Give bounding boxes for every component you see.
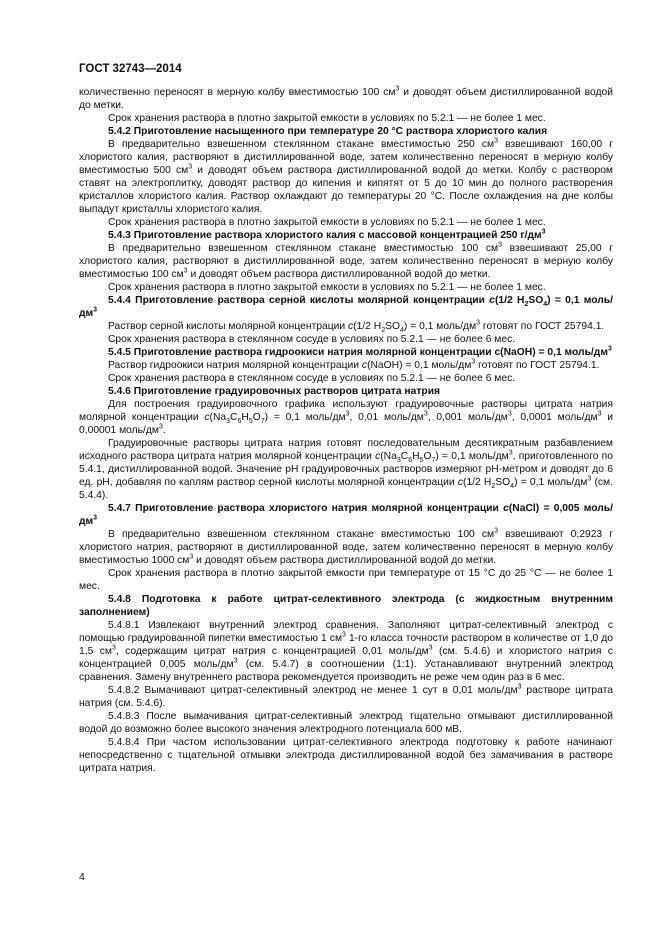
document-body <box>79 86 613 775</box>
paragraph-p03: 5.4.2 Приготовление насыщенного при температуре 20 °С раствора хлористого калия <box>108 126 548 137</box>
paragraph-p04: В предварительно взвешенном стеклянном стакане вместимостью 250 $см^3$ взвешивают 160,00 г хлористого калия, растворяют в дистиллированной воде, затем количественно переносят в мерную колбу вместимостью 500 $см^3$ и доводят объем раствора дистиллированной водой до метки. Колбу с раствором ставят на электроплитку, доводят раствор до кипения и кипятят от 5 до 10 мин до полного растворения кристаллов хлористого калия. Раствор охлаждают до температуры 20 °С. После охлаждения на дне колбы выпадут кристаллы хлористого калия. <box>79 137 614 215</box>
paragraph-p24: 5.4.8.3 После вымачивания цитрат-селективный электрод тщательно отмывают дистиллированной водой до возможно более высокого значения электродного потенциала 600 мВ. <box>79 711 613 735</box>
paragraph-p16: Для построения градуировочного графика используют градуировочные растворы цитрата натрия молярной концентрации $c(Na_3C_6H_5O_7) = 0,1$ моль/$дм^3$, 0,01 моль/$дм^3$, 0,001 моль/$дм^3$, 0,0001 моль/$дм^3$ и 0,00001 моль/$дм^3$. <box>79 399 613 436</box>
paragraph-p06: 5.4.3 Приготовление раствора хлористого калия с массовой концентрацией 250 $г/дм^3$ <box>108 228 546 241</box>
paragraph-p14: Срок хранения раствора в стеклянном сосуде в условиях по 5.2.1 — не более 6 мес. <box>108 373 516 384</box>
paragraph-p22: 5.4.8.1 Извлекают внутренний электрод сравнения. Заполняют цитрат-селективный электрод с помощью градуированной пипетки вместимостью 1 $см^3$ 1-го класса точности раствором в количестве от 1,0 до 1,5 $см^3$, содержащим цитрат натрия с концентрацией 0,01 моль/$дм^3$ (см. 5.4.6) и хлористого натрия с концентрацией 0,005 моль/$дм^3$ (см. 5.4.7) в соотношении (1:1). Устанавливают внутренний электрод сравнения. Замену внутреннего раствора рекомендуется производить не реже чем один раз в 6 мес. <box>79 620 614 683</box>
page-number: 4 <box>79 871 85 883</box>
paragraph-p08: Срок хранения раствора в плотно закрытой емкости в условиях по 5.2.1 — не более 1 мес. <box>108 282 546 293</box>
paragraph-p23: 5.4.8.2 Вымачивают цитрат-селективный электрод не менее 1 сут в 0,01 моль/$дм^3$ растворе цитрата натрия (см. 5.4.6). <box>79 683 613 709</box>
paragraph-p07: В предварительно взвешенном стеклянном стакане вместимостью 100 $см^3$ взвешивают 25,00 г хлористого калия, растворяют в дистиллированной воде, затем количественно переносят в мерную колбу вместимостью 100 $см^3$ и доводят объем раствора дистиллированной водой до метки. <box>79 241 613 280</box>
paragraph-p13: Раствор гидроокиси натрия молярной концентрации c(NaOH) = 0,1 моль/$дм^3$ готовят по ГОСТ 25794.1. <box>108 358 600 371</box>
paragraph-p10: Раствор серной кислоты молярной концентрации c(1/2 $H_2SO_4) = 0,1$ моль/$дм^3$ готовят по ГОСТ 25794.1. <box>108 319 605 335</box>
paragraph-p09: 5.4.4 Приготовление раствора серной кислоты молярной концентрации c(1/2 $H_2SO_4) = 0,1$ моль/$дм^3$ <box>79 295 613 319</box>
paragraph-p11: Срок хранения раствора в стеклянном сосуде в условиях по 5.2.1 — не более 6 мес. <box>108 334 516 345</box>
paragraph-p19: В предварительно взвешенном стеклянном стакане вместимостью 100 $см^3$ взвешивают 0,2923 г хлористого натрия, растворяют в дистиллированной воде, затем количественно переносят в мерную колбу вместимостью 1000 $см^3$ и доводят объем раствора дистиллированной водой до метки. <box>79 527 613 566</box>
paragraph-p12: 5.4.5 Приготовление раствора гидроокиси натрия молярной концентрации c(NaOH) = 0,1 моль/$дм^3$ <box>108 345 612 358</box>
paragraph-p15: 5.4.6 Приготовление градуировочных растворов цитрата натрия <box>108 386 441 397</box>
paragraph-p02: Срок хранения раствора в плотно закрытой емкости в условиях по 5.2.1 — не более 1 мес. <box>108 113 546 124</box>
paragraph-p18: 5.4.7 Приготовление раствора хлористого натрия молярной концентрации c(NaCl) = 0,005 моль/$дм^3$ <box>79 503 613 527</box>
paragraph-p17: Градуировочные растворы цитрата натрия готовят последовательным десятикратным разбавлением исходного раствора цитрата натрия молярной концентрации $c(Na_3C_6H_5O_7) = 0,1$ моль/$дм^3$, приготовленного по 5.4.1, дистиллированной водой. Значение pH градуировочных растворов измеряют pH-метром и доводят до 6 ед. pH, добавляя по каплям раствор серной кислоты молярной концентрации c(1/2 $H_2SO_4) = 0,1$ моль/$дм^3$ (см. 5.4.4). <box>79 438 613 501</box>
paragraph-p01: количественно переносят в мерную колбу вместимостью 100 $см^3$ и доводят объем дистиллированной водой до метки. <box>79 85 613 111</box>
paragraph-p21: 5.4.8 Подготовка к работе цитрат-селективного электрода (с жидкостным внутренним заполнением) <box>79 594 613 618</box>
paragraph-p20: Срок хранения раствора в плотно закрытой емкости при температуре от 15 °С до 25 °С — не более 1 мес. <box>79 568 613 592</box>
paragraph-p25: 5.4.8.4 При частом использовании цитрат-селективного электрода подготовку к работе начинают непосредственно с тщательной отмывки электрода дистиллированной водой без замачивания в растворе цитрата натрия. <box>79 737 613 774</box>
document-header: ГОСТ 32743—2014 <box>79 63 182 75</box>
paragraph-p05: Срок хранения раствора в плотно закрытой емкости в условиях по 5.2.1 — не более 1 мес. <box>108 217 546 228</box>
